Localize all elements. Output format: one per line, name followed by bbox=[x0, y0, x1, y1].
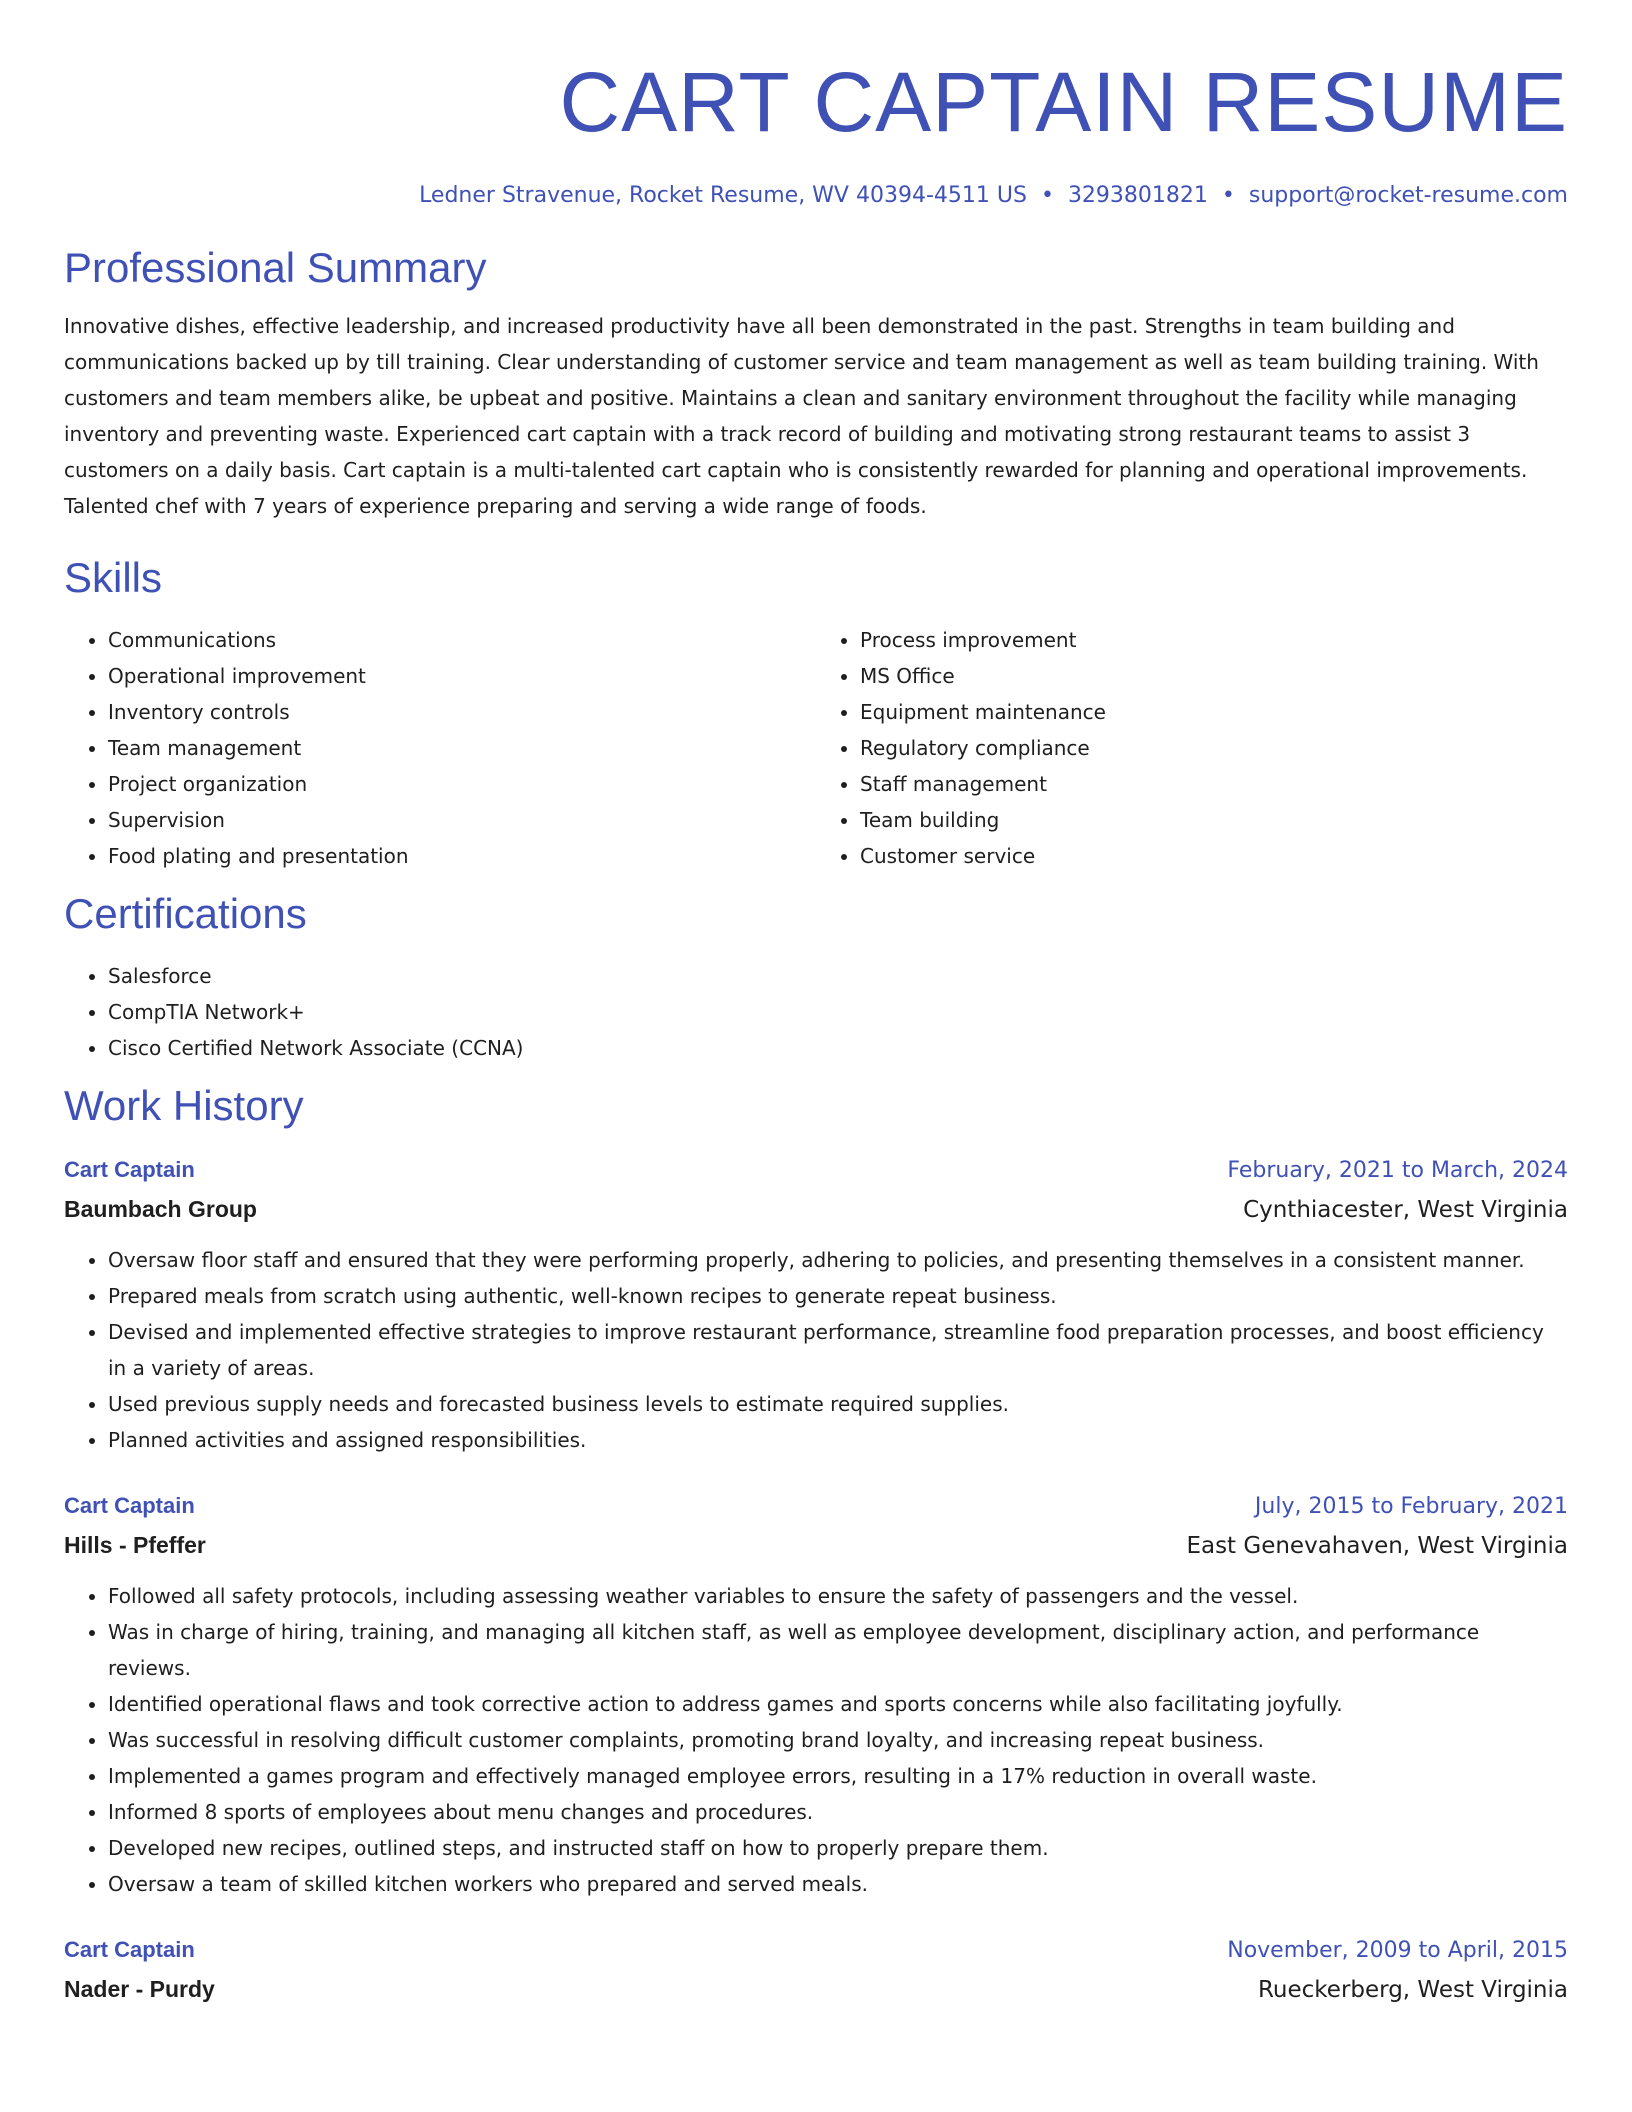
resume-page bbox=[64, 0, 1568, 2010]
skill-item: • Customer service bbox=[860, 838, 1568, 874]
job-dates: February, 2021 to March, 2024 bbox=[1227, 1158, 1568, 1183]
job-company-row bbox=[64, 1189, 1568, 1230]
skills-list-right bbox=[816, 622, 1568, 874]
skill-item: • Food plating and presentation bbox=[108, 838, 816, 874]
skill-item: • Communications bbox=[108, 622, 816, 658]
skills-grid bbox=[64, 622, 1568, 874]
section-title-certifications: Certifications bbox=[64, 890, 307, 937]
job-bullet: • Planned activities and assigned responsibilities. bbox=[108, 1422, 1568, 1458]
job-bullets bbox=[64, 1578, 1568, 1902]
job-bullet: • Used previous supply needs and forecasted business levels to estimate required supplies. bbox=[108, 1386, 1568, 1422]
job-location: East Genevahaven, West Virginia bbox=[1186, 1533, 1568, 1559]
job-bullet: • Oversaw a team of skilled kitchen workers who prepared and served meals. bbox=[108, 1866, 1568, 1902]
job-title: Cart Captain bbox=[64, 1157, 195, 1182]
skill-item: • Team building bbox=[860, 802, 1568, 838]
separator-dot: • bbox=[1040, 183, 1054, 208]
skill-item: • Operational improvement bbox=[108, 658, 816, 694]
certification-item: • CompTIA Network+ bbox=[108, 994, 1568, 1030]
job-entry bbox=[64, 1932, 1568, 2010]
skill-item: • MS Office bbox=[860, 658, 1568, 694]
job-entry bbox=[64, 1488, 1568, 1902]
skill-item: • Regulatory compliance bbox=[860, 730, 1568, 766]
job-bullet: • Informed 8 sports of employees about menu changes and procedures. bbox=[108, 1794, 1568, 1830]
section-title-skills: Skills bbox=[64, 554, 163, 601]
job-company: Hills - Pfeffer bbox=[64, 1532, 206, 1558]
job-bullet: • Developed new recipes, outlined steps, and instructed staff on how to properly prepare them. bbox=[108, 1830, 1568, 1866]
job-company: Nader - Purdy bbox=[64, 1976, 215, 2002]
phone: 3293801821 bbox=[1067, 183, 1208, 208]
separator-dot: • bbox=[1221, 183, 1235, 208]
job-header-row bbox=[64, 1932, 1568, 1969]
address: Ledner Stravenue, Rocket Resume, WV 40394-4511 US bbox=[419, 183, 1027, 208]
job-bullet: • Prepared meals from scratch using authentic, well-known recipes to generate repeat business. bbox=[108, 1278, 1568, 1314]
section-title-summary: Professional Summary bbox=[64, 244, 487, 291]
certification-item: • Cisco Certified Network Associate (CCNA) bbox=[108, 1030, 1568, 1066]
skill-item: • Staff management bbox=[860, 766, 1568, 802]
job-bullet: • Devised and implemented effective strategies to improve restaurant performance, streamline food preparation processes, and boost efficiency in a variety of areas. bbox=[108, 1314, 1568, 1386]
job-bullet: • Followed all safety protocols, including assessing weather variables to ensure the safety of passengers and the vessel. bbox=[108, 1578, 1568, 1614]
job-bullet: • Oversaw floor staff and ensured that they were performing properly, adhering to policies, and presenting themselves in a consistent manner. bbox=[108, 1242, 1568, 1278]
job-bullet: • Was successful in resolving difficult customer complaints, promoting brand loyalty, and increasing repeat business. bbox=[108, 1722, 1568, 1758]
skill-item: • Project organization bbox=[108, 766, 816, 802]
job-location: Rueckerberg, West Virginia bbox=[1257, 1977, 1568, 2003]
contact-line bbox=[64, 180, 1568, 212]
job-header-row bbox=[64, 1152, 1568, 1189]
job-title: Cart Captain bbox=[64, 1493, 195, 1518]
job-bullet: • Was in charge of hiring, training, and managing all kitchen staff, as well as employee development, disciplinary action, and performance reviews. bbox=[108, 1614, 1568, 1686]
certification-item: • Salesforce bbox=[108, 958, 1568, 994]
email-link[interactable]: support@rocket-resume.com bbox=[1248, 183, 1568, 208]
summary-text: Innovative dishes, effective leadership, and increased productivity have all been demonstrated in the past. Strengths in team building and communications backed up by till training. Clear understanding of customer service and team management as well as team building training. With customers and team members alike, be upbeat and positive. Maintains a clean and sanitary environment throughout the facility while managing inventory and preventing waste. Experienced cart captain with a track record of building and motivating strong restaurant teams to assist 3 customers on a daily basis. Cart captain is a multi-talented cart captain who is consistently rewarded for planning and operational improvements. Talented chef with 7 years of experience preparing and serving a wide range of foods. bbox=[64, 314, 1539, 518]
job-bullet: • Identified operational flaws and took corrective action to address games and sports concerns while also facilitating joyfully. bbox=[108, 1686, 1568, 1722]
skill-item: • Equipment maintenance bbox=[860, 694, 1568, 730]
skill-item: • Supervision bbox=[108, 802, 816, 838]
job-bullets bbox=[64, 1242, 1568, 1458]
job-entry bbox=[64, 1152, 1568, 1458]
job-header-row bbox=[64, 1488, 1568, 1525]
skill-item: • Process improvement bbox=[860, 622, 1568, 658]
job-title: Cart Captain bbox=[64, 1937, 195, 1962]
resume-title: CART CAPTAIN RESUME bbox=[559, 55, 1568, 149]
skills-list-left bbox=[64, 622, 816, 874]
job-company: Baumbach Group bbox=[64, 1196, 257, 1222]
skill-item: • Inventory controls bbox=[108, 694, 816, 730]
job-bullet: • Implemented a games program and effectively managed employee errors, resulting in a 17% reduction in overall waste. bbox=[108, 1758, 1568, 1794]
job-company-row bbox=[64, 1969, 1568, 2010]
skill-item: • Team management bbox=[108, 730, 816, 766]
certifications-list bbox=[64, 958, 1568, 1066]
job-dates: November, 2009 to April, 2015 bbox=[1227, 1938, 1568, 1963]
job-location: Cynthiacester, West Virginia bbox=[1243, 1197, 1568, 1223]
job-dates: July, 2015 to February, 2021 bbox=[1254, 1494, 1568, 1519]
job-company-row bbox=[64, 1525, 1568, 1566]
section-title-work-history: Work History bbox=[64, 1082, 304, 1129]
